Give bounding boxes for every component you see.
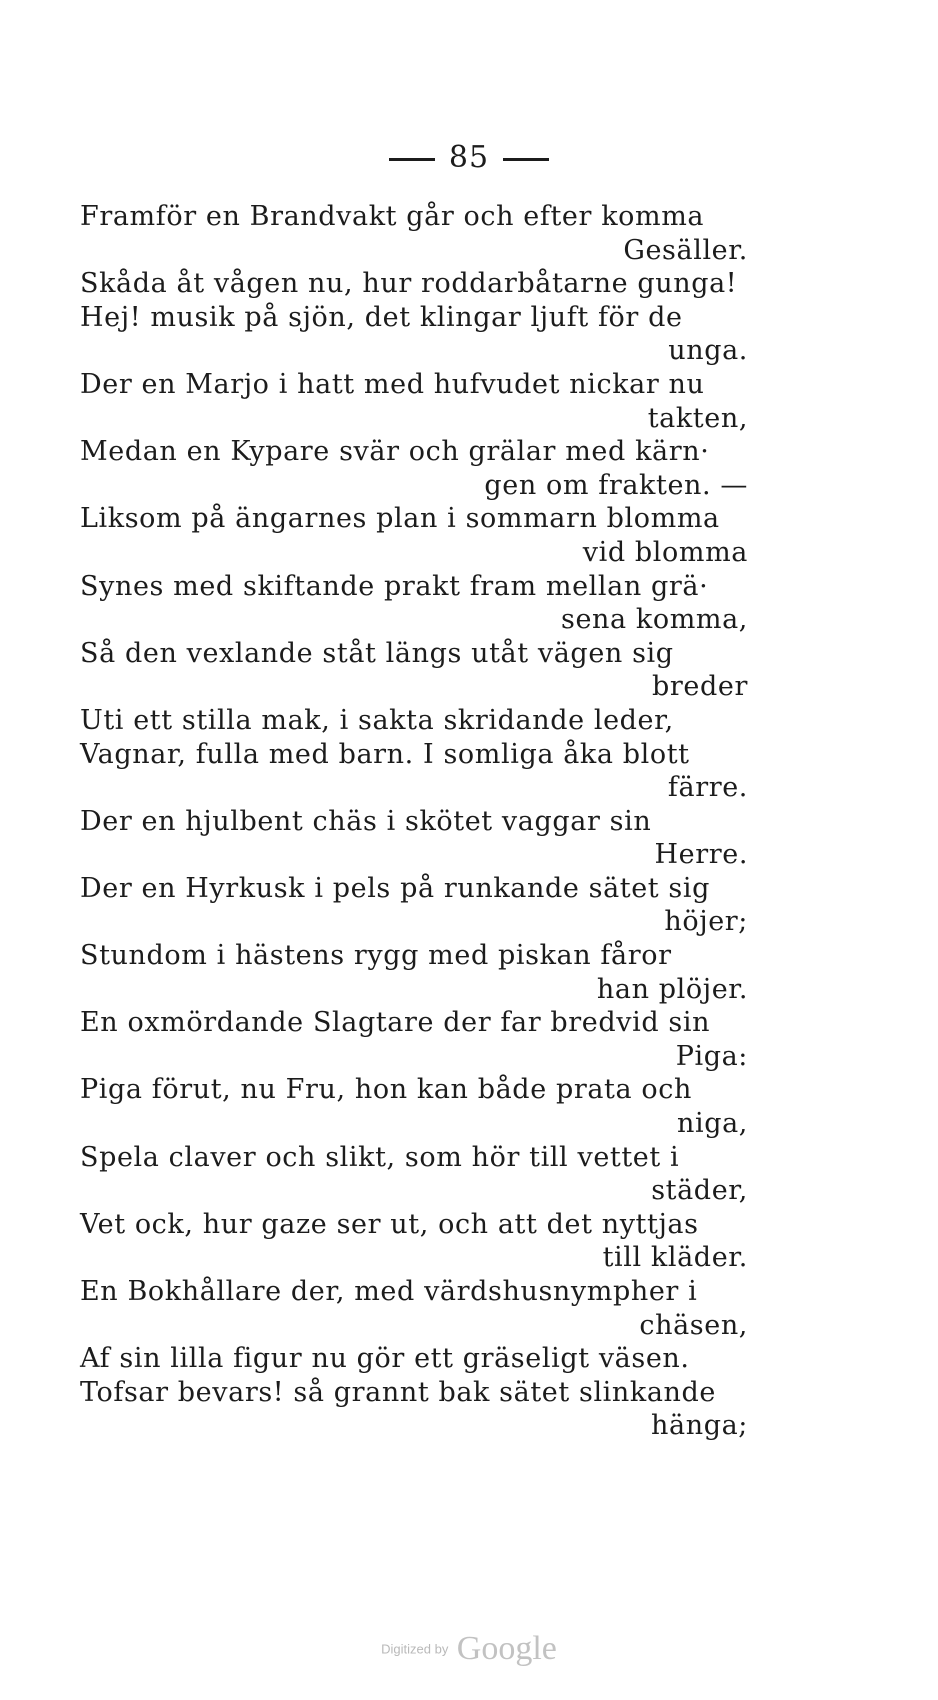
- poem-line: Der en Hyrkusk i pels på runkande sätet sig: [80, 872, 711, 904]
- poem-line-continuation: till kläder.: [602, 1242, 748, 1274]
- poem-line: Vet ock, hur gaze ser ut, och att det nyttjas: [80, 1208, 699, 1240]
- poem-line-continuation: takten,: [647, 402, 748, 434]
- poem-line-continuation: han plöjer.: [596, 973, 748, 1005]
- page-number: 85: [448, 140, 490, 175]
- poem-line: Af sin lilla figur nu gör ett gräseligt väsen.: [80, 1343, 690, 1375]
- left-dash: [389, 158, 435, 161]
- poem-line: Der en Marjo i hatt med hufvudet nickar nu: [80, 368, 705, 400]
- poem-line: Framför en Brandvakt går och efter komma: [80, 201, 705, 232]
- poem-text: [80, 200, 760, 1443]
- poem-line: Synes med skiftande prakt fram mellan grä·: [80, 570, 709, 602]
- page-number-header: [0, 140, 938, 175]
- poem-line: Uti ett stilla mak, i sakta skridande leder,: [80, 704, 674, 736]
- right-dash: [503, 158, 549, 161]
- poem-line: Der en hjulbent chäs i skötet vaggar sin: [80, 805, 652, 837]
- poem-line: Vagnar, fulla med barn. I somliga åka blott: [80, 738, 690, 770]
- poem-line: Piga förut, nu Fru, hon kan både prata och: [80, 1074, 692, 1106]
- digitized-by-text: Digitized by: [381, 1641, 449, 1657]
- google-logo: Google: [456, 1630, 557, 1667]
- poem-line-continuation: unga.: [668, 335, 748, 367]
- poem-line-continuation: Herre.: [654, 839, 748, 871]
- poem-line-continuation: Piga:: [675, 1040, 748, 1072]
- poem-line: Hej! musik på sjön, det klingar ljuft för de: [80, 301, 683, 333]
- poem-line-continuation: vid blomma: [582, 536, 748, 568]
- poem-line-continuation: höjer;: [664, 906, 748, 938]
- poem-line-continuation: hänga;: [651, 1410, 748, 1442]
- poem-line: Stundom i hästens rygg med piskan fåror: [80, 940, 672, 972]
- poem-line: En oxmördande Slagtare der far bredvid sin: [80, 1007, 711, 1039]
- poem-line-continuation: chäsen,: [639, 1309, 748, 1341]
- poem-line-continuation: sena komma,: [560, 604, 748, 636]
- poem-line-continuation: städer,: [651, 1175, 748, 1207]
- poem-line: Så den vexlande ståt längs utåt vägen sig: [80, 637, 674, 669]
- poem-line: Medan en Kypare svär och grälar med kärn·: [80, 436, 710, 468]
- poem-line-continuation: niga,: [677, 1108, 748, 1140]
- poem-line: Liksom på ängarnes plan i sommarn blomma: [80, 503, 720, 535]
- poem-line-continuation: Gesäller.: [623, 234, 748, 266]
- poem-line: Skåda åt vågen nu, hur roddarbåtarne gunga!: [80, 268, 738, 300]
- poem-line-continuation: gen om frakten. —: [484, 469, 748, 501]
- poem-line-continuation: breder: [652, 671, 748, 703]
- poem-line: Tofsar bevars! så grannt bak sätet slinkande: [80, 1376, 717, 1408]
- poem-line: Spela claver och slikt, som hör till vettet i: [80, 1141, 680, 1173]
- digitization-footer: [0, 1630, 938, 1668]
- poem-line-continuation: färre.: [667, 772, 748, 804]
- poem-line: En Bokhållare der, med värdshusnympher i: [80, 1276, 698, 1307]
